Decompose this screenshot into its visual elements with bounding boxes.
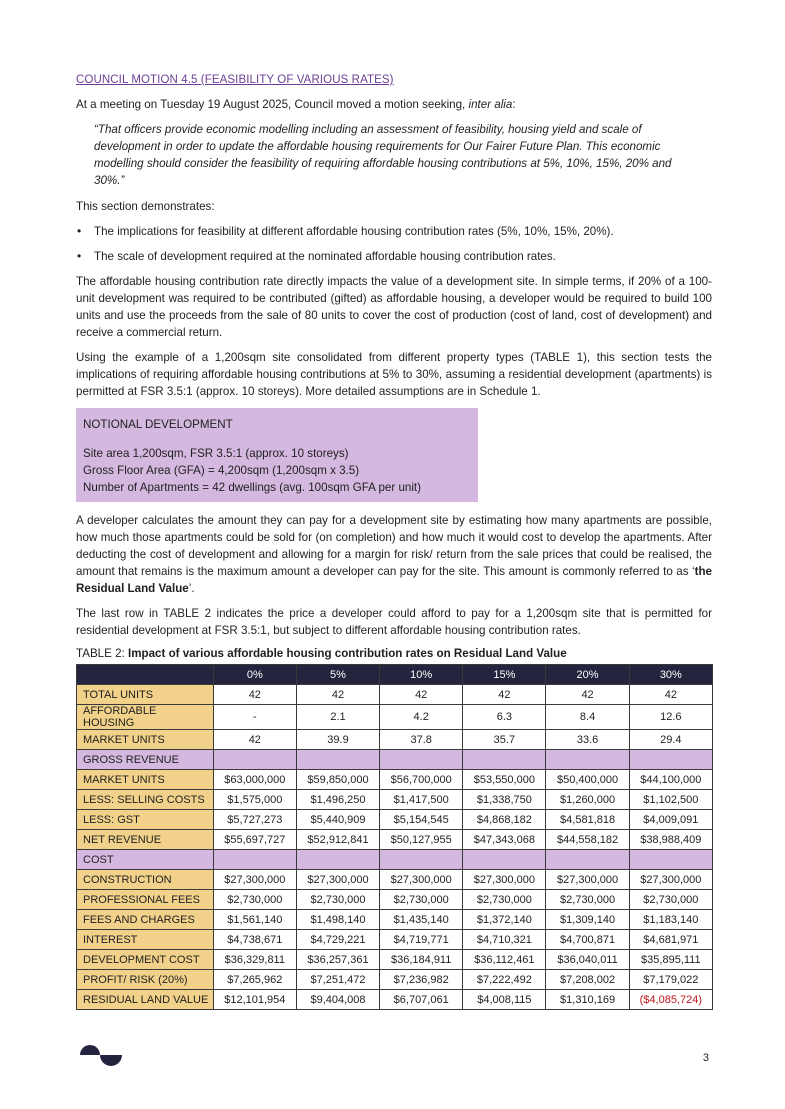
row-label: MARKET UNITS — [77, 770, 214, 790]
table-cell: $1,498,140 — [296, 910, 379, 930]
table-cell: $38,988,409 — [629, 830, 712, 850]
table-cell: $36,329,811 — [213, 950, 296, 970]
table-cell: $27,300,000 — [296, 870, 379, 890]
table-cell: $7,251,472 — [296, 970, 379, 990]
table-cell — [546, 750, 629, 770]
row-label: INTEREST — [77, 930, 214, 950]
row-label: COST — [77, 850, 214, 870]
table-cell — [629, 850, 712, 870]
motion-quote: “That officers provide economic modelling including an assessment of feasibility, housing yield and scale of development in order to update the affordable housing requirements for Our Fairer Future Plan. This economic modelling should consider the feasibility of requiring affordable housing contributions at 5%, 10%, 15%, 20% and 30%.” — [94, 123, 672, 187]
table-cell: $1,575,000 — [213, 790, 296, 810]
paragraph-residual-explainer: A developer calculates the amount they can pay for a development site by estimating how many apartments are possible, how much those apartments could be sold for (on completion) and how much it would cost to develop the apartments. After deducting the cost of development and allowing for a margin for risk/ return from the sale prices that could be realised, the amount that remains is the maximum amount a developer can pay for the site. This amount is commonly referred to as ‘the Residual Land Value’. — [76, 514, 712, 595]
inter-alia-text: inter alia — [468, 98, 513, 111]
table-cell: $35,895,111 — [629, 950, 712, 970]
table-cell: $1,309,140 — [546, 910, 629, 930]
table-cell: 33.6 — [546, 730, 629, 750]
table-row — [77, 790, 713, 810]
table-cell: $4,710,321 — [463, 930, 546, 950]
table-cell: 37.8 — [380, 730, 463, 750]
row-label: AFFORDABLE HOUSING — [77, 705, 214, 730]
table-cell: $7,179,022 — [629, 970, 712, 990]
table-cell — [546, 850, 629, 870]
table-cell — [463, 750, 546, 770]
table-cell: $1,338,750 — [463, 790, 546, 810]
table-cell: 12.6 — [629, 705, 712, 730]
table-cell — [463, 850, 546, 870]
table-cell: $59,850,000 — [296, 770, 379, 790]
row-label: RESIDUAL LAND VALUE — [77, 990, 214, 1010]
table-cell: $1,310,169 — [546, 990, 629, 1010]
table-cell: $1,260,000 — [546, 790, 629, 810]
column-header: 20% — [546, 665, 629, 685]
table-cell: $1,561,140 — [213, 910, 296, 930]
table-row — [77, 705, 713, 730]
table-cell: $63,000,000 — [213, 770, 296, 790]
table-cell: $1,417,500 — [380, 790, 463, 810]
paragraph-contribution-rate: The affordable housing contribution rate directly impacts the value of a development site. In simple terms, if 20% of a 100-unit development was required to be contributed (gifted) as affordable housing, a developer would be required to build 100 units and use the proceeds from the sale of 80 units to cover the cost of production (cost of land, cost of development) and receive a commercial return. — [76, 275, 712, 339]
table-cell: 42 — [380, 685, 463, 705]
table-cell: $50,400,000 — [546, 770, 629, 790]
table-cell: - — [213, 705, 296, 730]
row-label: NET REVENUE — [77, 830, 214, 850]
table-cell — [296, 850, 379, 870]
table-cell: $36,040,011 — [546, 950, 629, 970]
notional-line: Number of Apartments = 42 dwellings (avg. 100sqm GFA per unit) — [83, 481, 421, 494]
table-cell: $2,730,000 — [629, 890, 712, 910]
section-demonstrates: This section demonstrates: — [76, 200, 215, 213]
table-cell: 42 — [213, 685, 296, 705]
table-cell: $47,343,068 — [463, 830, 546, 850]
table-cell: $4,729,221 — [296, 930, 379, 950]
table-cell: $4,700,871 — [546, 930, 629, 950]
table-cell: 42 — [546, 685, 629, 705]
table-cell: $1,372,140 — [463, 910, 546, 930]
table-cell: $1,435,140 — [380, 910, 463, 930]
row-label: DEVELOPMENT COST — [77, 950, 214, 970]
table-cell: 2.1 — [296, 705, 379, 730]
table-cell: $4,008,115 — [463, 990, 546, 1010]
column-header: 5% — [296, 665, 379, 685]
table-body — [77, 685, 713, 1010]
row-label: LESS: GST — [77, 810, 214, 830]
column-header: 0% — [213, 665, 296, 685]
table-cell: $7,208,002 — [546, 970, 629, 990]
table-cell: $27,300,000 — [380, 870, 463, 890]
table-row — [77, 770, 713, 790]
table-cell: 6.3 — [463, 705, 546, 730]
table-cell — [213, 850, 296, 870]
paragraph-last-row: The last row in TABLE 2 indicates the price a developer could afford to pay for a 1,200sqm site that is permitted for residential development at FSR 3.5:1, but subject to different affordable housing contribution rates. — [76, 607, 712, 637]
bullet-list — [76, 223, 712, 265]
table-cell: $4,581,818 — [546, 810, 629, 830]
paragraph-example: Using the example of a 1,200sqm site consolidated from different property types (TABLE 1), this section tests the implications of requiring affordable housing contributions at 5% to 30%, assuming a residential development (apartments) is permitted at FSR 3.5:1 (approx. 10 storeys). More detailed assumptions are in Schedule 1. — [76, 351, 712, 398]
table-cell: 42 — [296, 685, 379, 705]
list-item: • The implications for feasibility at different affordable housing contribution rates (5%, 10%, 15%, 20%). — [76, 223, 712, 240]
table-row — [77, 950, 713, 970]
rlv-table — [76, 664, 713, 1010]
table-cell: $9,404,008 — [296, 990, 379, 1010]
notional-development-title: NOTIONAL DEVELOPMENT — [83, 418, 233, 431]
table-cell: ($4,085,724) — [629, 990, 712, 1010]
table-cell: $52,912,841 — [296, 830, 379, 850]
table-cell — [629, 750, 712, 770]
page-number: 3 — [702, 1052, 709, 1064]
table-cell: $1,496,250 — [296, 790, 379, 810]
table-cell: $36,184,911 — [380, 950, 463, 970]
table-cell: 8.4 — [546, 705, 629, 730]
table-cell: $2,730,000 — [463, 890, 546, 910]
table-cell: $7,222,492 — [463, 970, 546, 990]
table-cell: $50,127,955 — [380, 830, 463, 850]
table-cell: $2,730,000 — [380, 890, 463, 910]
table-cell: $27,300,000 — [213, 870, 296, 890]
table-cell — [296, 750, 379, 770]
table-cell — [380, 850, 463, 870]
table-row — [77, 870, 713, 890]
table-row — [77, 850, 713, 870]
table-cell: $4,681,971 — [629, 930, 712, 950]
table-cell: 42 — [629, 685, 712, 705]
column-header: 10% — [380, 665, 463, 685]
table-cell: $4,009,091 — [629, 810, 712, 830]
table-row — [77, 730, 713, 750]
table-cell: 39.9 — [296, 730, 379, 750]
table-row — [77, 685, 713, 705]
table-row — [77, 970, 713, 990]
table-cell: 4.2 — [380, 705, 463, 730]
table-cell: $36,112,461 — [463, 950, 546, 970]
wave-logo-icon — [78, 1043, 124, 1069]
table-cell: $4,738,671 — [213, 930, 296, 950]
notional-development-box — [76, 408, 478, 502]
row-label: MARKET UNITS — [77, 730, 214, 750]
table-cell: $4,719,771 — [380, 930, 463, 950]
table-row — [77, 890, 713, 910]
table-cell: $12,101,954 — [213, 990, 296, 1010]
table-cell: $2,730,000 — [296, 890, 379, 910]
row-label: FEES AND CHARGES — [77, 910, 214, 930]
table-cell: $53,550,000 — [463, 770, 546, 790]
notional-line: Site area 1,200sqm, FSR 3.5:1 (approx. 10 storeys) — [83, 447, 349, 460]
row-label: CONSTRUCTION — [77, 870, 214, 890]
column-header: 30% — [629, 665, 712, 685]
intro-paragraph: At a meeting on Tuesday 19 August 2025, Council moved a motion seeking, inter alia: — [76, 98, 516, 111]
notional-line: Gross Floor Area (GFA) = 4,200sqm (1,200sqm x 3.5) — [83, 464, 360, 477]
table-cell: $7,236,982 — [380, 970, 463, 990]
table-cell: $6,707,061 — [380, 990, 463, 1010]
table-cell: $36,257,361 — [296, 950, 379, 970]
table-cell: $55,697,727 — [213, 830, 296, 850]
table-row — [77, 750, 713, 770]
table-cell: $4,868,182 — [463, 810, 546, 830]
table-cell: $1,183,140 — [629, 910, 712, 930]
table-cell: $27,300,000 — [463, 870, 546, 890]
table-cell: $44,558,182 — [546, 830, 629, 850]
table-cell: $1,102,500 — [629, 790, 712, 810]
list-item: • The scale of development required at the nominated affordable housing contribution rates. — [76, 248, 712, 265]
table-cell: $44,100,000 — [629, 770, 712, 790]
table-cell: $7,265,962 — [213, 970, 296, 990]
table-row — [77, 910, 713, 930]
table-cell: $27,300,000 — [546, 870, 629, 890]
table-cell: $5,440,909 — [296, 810, 379, 830]
table-cell: 42 — [463, 685, 546, 705]
table-cell: $2,730,000 — [213, 890, 296, 910]
document-page — [76, 70, 712, 1010]
section-heading: COUNCIL MOTION 4.5 (FEASIBILITY OF VARIOUS RATES) — [76, 74, 394, 86]
column-header: 15% — [463, 665, 546, 685]
table-row — [77, 990, 713, 1010]
table-cell: $27,300,000 — [629, 870, 712, 890]
table-caption: TABLE 2: Impact of various affordable housing contribution rates on Residual Land Value — [76, 647, 567, 660]
residual-land-value-term: the Residual Land Value — [76, 565, 712, 595]
table-cell: $5,154,545 — [380, 810, 463, 830]
table-row — [77, 830, 713, 850]
row-label: TOTAL UNITS — [77, 685, 214, 705]
row-label: PROFIT/ RISK (20%) — [77, 970, 214, 990]
table-header-row — [77, 665, 713, 685]
table-row — [77, 810, 713, 830]
table-cell: $2,730,000 — [546, 890, 629, 910]
row-label: GROSS REVENUE — [77, 750, 214, 770]
row-label: LESS: SELLING COSTS — [77, 790, 214, 810]
table-cell: 35.7 — [463, 730, 546, 750]
table-cell — [213, 750, 296, 770]
table-cell: $5,727,273 — [213, 810, 296, 830]
table-row — [77, 930, 713, 950]
row-label: PROFESSIONAL FEES — [77, 890, 214, 910]
header-blank-cell — [77, 665, 214, 685]
table-cell: $56,700,000 — [380, 770, 463, 790]
table-cell: 29.4 — [629, 730, 712, 750]
table-cell: 42 — [213, 730, 296, 750]
table-cell — [380, 750, 463, 770]
